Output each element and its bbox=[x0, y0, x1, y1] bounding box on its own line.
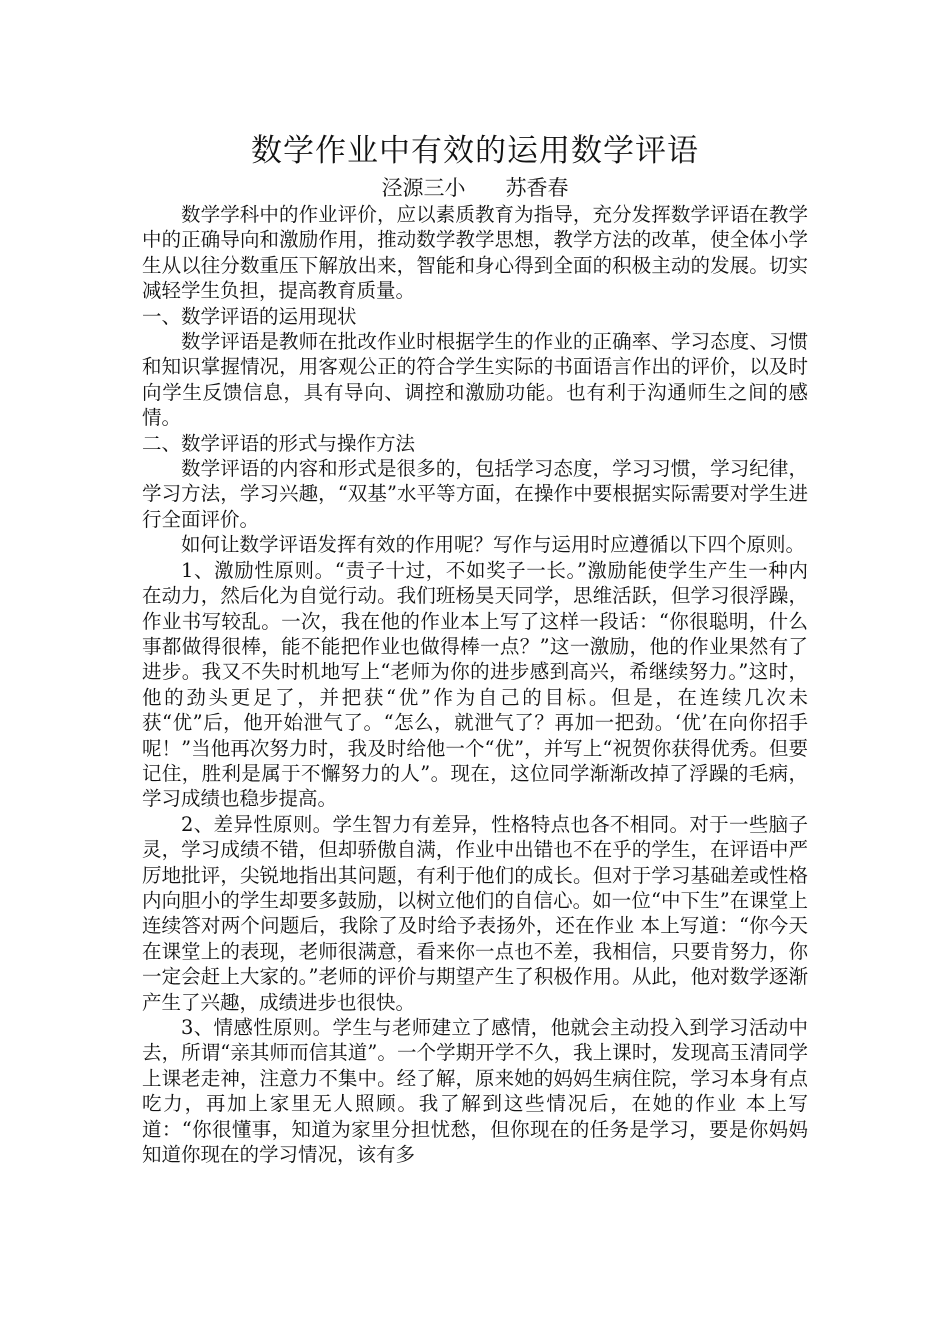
document-body bbox=[142, 128, 808, 1167]
body-paragraph: 1、激励性原则。“责子十过，不如奖子一长。”激励能使学生产生一种内在动力，然后化为自觉行动。我们班杨昊天同学，思维活跃，但学习很浮躁，作业书写较乱。一次，我在他的作业本上写了这样一段话：“你很聪明，什么事都做得很棒，能不能把作业也做得棒一点？”这一激励，他的作业果然有了进步。我又不失时机地写上“老师为你的进步感到高兴，希继续努力。”这时，他的劲头更足了，并把获“优”作为自己的目标。但是，在连续几次未获“优”后，他开始泄气了。“怎么，就泄气了？再加一把劲。‘优’在向你招手呢！”当他再次努力时，我及时给他一个“优”，并写上“祝贺你获得优秀。但要记住，胜利是属于不懈努力的人”。现在，这位同学渐渐改掉了浮躁的毛病，学习成绩也稳步提高。 bbox=[142, 558, 808, 811]
section-heading: 一、数学评语的运用现状 bbox=[142, 304, 357, 328]
document-text bbox=[142, 202, 808, 1167]
document-title: 数学作业中有效的运用数学评语 bbox=[251, 133, 699, 169]
author-byline: 泾源三小 苏香春 bbox=[381, 176, 569, 200]
body-paragraph: 数学学科中的作业评价，应以素质教育为指导，充分发挥数学评语在教学中的正确导向和激励作用，推动数学教学思想，教学方法的改革，使全体小学生从以往分数重压下解放出来，智能和身心得到全面的积极主动的发展。切实减轻学生负担，提高教育质量。 bbox=[142, 203, 808, 303]
body-paragraph: 2、差异性原则。学生智力有差异，性格特点也各不相同。对于一些脑子灵，学习成绩不错，但却骄傲自满，作业中出错也不在乎的学生，在评语中严厉地批评，尖锐地指出其问题，有利于他们的成长。但对于学习基础差或性格内向胆小的学生却要多鼓励，以树立他们的自信心。如一位“中下生”在课堂上连续答对两个问题后，我除了及时给予表扬外，还在作业 本上写道：“你今天在课堂上的表现，老师很满意，看来你一点也不差，我相信，只要肯努力，你一定会赶上大家的。”老师的评价与期望产生了积极作用。从此，他对数学逐渐产生了兴趣，成绩进步也很快。 bbox=[142, 812, 808, 1014]
body-paragraph: 数学评语是教师在批改作业时根据学生的作业的正确率、学习态度、习惯和知识掌握情况，用客观公正的符合学生实际的书面语言作出的评价，以及时向学生反馈信息，具有导向、调控和激励功能。也有利于沟通师生之间的感情。 bbox=[142, 330, 808, 430]
body-paragraph: 如何让数学评语发挥有效的作用呢？写作与运用时应遵循以下四个原则。 bbox=[181, 533, 806, 557]
body-paragraph: 3、情感性原则。学生与老师建立了感情，他就会主动投入到学习活动中去，所谓“亲其师而信其道”。一个学期开学不久，我上课时，发现高玉清同学上课老走神，注意力不集中。经了解，原来她的妈妈生病住院，学习本身有点吃力，再加上家里无人照顾。我了解到这些情况后，在她的作业 本上写道：“你很懂事，知道为家里分担忧愁，但你现在的任务是学习，要是你妈妈知道你现在的学习情况，该有多 bbox=[142, 1016, 808, 1167]
body-paragraph: 数学评语的内容和形式是很多的，包括学习态度，学习习惯，学习纪律，学习方法，学习兴趣，“双基”水平等方面，在操作中要根据实际需要对学生进行全面评价。 bbox=[142, 457, 808, 531]
section-heading: 二、数学评语的形式与操作方法 bbox=[142, 431, 416, 455]
